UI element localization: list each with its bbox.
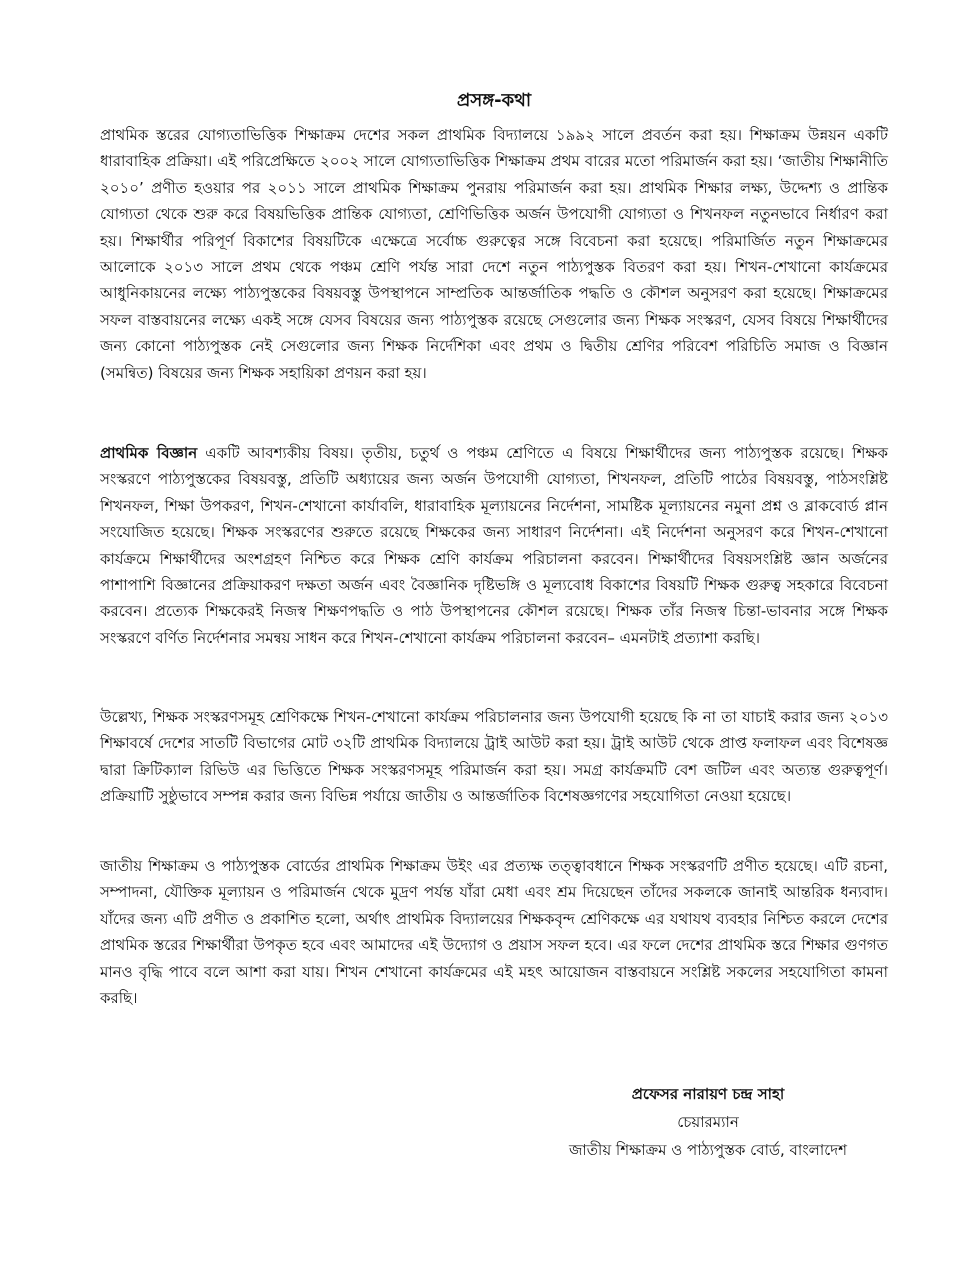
paragraph-intro: প্রাথমিক স্তরের যোগ্যতাভিত্তিক শিক্ষাক্রম দেশের সকল প্রাথমিক বিদ্যালয়ে ১৯৯২ সালে প্রবর্তন করা হয়। শিক্ষাক্রম উন্নয়ন একটি ধারাবাহিক প্রক্রিয়া। এই পরিপ্রেক্ষিতে ২০০২ সালে যোগ্যতাভিত্তিক শিক্ষাক্রম প্রথম বারের মতো পরিমার্জন করা হয়। ‘জাতীয় শিক্ষানীতি ২০১০’ প্রণীত হওয়ার পর ২০১১ সালে প্রাথমিক শিক্ষাক্রম পুনরায় পরিমার্জন করা হয়। প্রাথমিক শিক্ষার লক্ষ্য, উদ্দেশ্য ও প্রান্তিক যোগ্যতা থেকে শুরু করে বিষয়ভিত্তিক প্রান্তিক যোগ্যতা, শ্রেণিভিত্তিক অর্জন উপযোগী যোগ্যতা ও শিখনফল নতুনভাবে নির্ধারণ করা হয়। শিক্ষার্থীর পরিপূর্ণ বিকাশের বিষয়টিকে এক্ষেত্রে সর্বোচ্চ গুরুত্বের সঙ্গে বিবেচনা করা হয়েছে। পরিমার্জিত নতুন শিক্ষাক্রমের আলোকে ২০১৩ সালে প্রথম থেকে পঞ্চম শ্রেণি পর্যন্ত সারা দেশে নতুন পাঠ্যপুস্তক বিতরণ করা হয়। শিখন-শেখানো কার্যক্রমের আধুনিকায়নের লক্ষ্যে পাঠ্যপুস্তকের বিষয়বস্তু উপস্থাপনে সাম্প্রতিক আন্তর্জাতিক পদ্ধতি ও কৌশল অনুসরণ করা হয়েছে। শিক্ষাক্রমের সফল বাস্তবায়নের লক্ষ্যে একই সঙ্গে যেসব বিষয়ের জন্য পাঠ্যপুস্তক রয়েছে সেগুলোর জন্য শিক্ষক সংস্করণ, যেসব বিষয়ে শিক্ষার্থীদের জন্য কোনো পাঠ্যপুস্তক নেই সেগুলোর জন্য শিক্ষক নির্দেশিকা এবং প্রথম ও দ্বিতীয় শ্রেণির পরিবেশ পরিচিতি সমাজ ও বিজ্ঞান (সমন্বিত) বিষয়ের জন্য শিক্ষক সহায়িকা প্রণয়ন করা হয়। bbox=[100, 126, 888, 382]
page-title: প্রসঙ্গ-কথা bbox=[456, 90, 532, 111]
paragraph-science bbox=[100, 440, 888, 651]
signatory-name: প্রফেসর নারায়ণ চন্দ্র সাহা bbox=[631, 1085, 785, 1103]
signatory-organization: জাতীয় শিক্ষাক্রম ও পাঠ্যপুস্তক বোর্ড, বাংলাদেশ bbox=[569, 1141, 847, 1159]
paragraph-acknowledgement: জাতীয় শিক্ষাক্রম ও পাঠ্যপুস্তক বোর্ডের প্রাথমিক শিক্ষাক্রম উইং এর প্রত্যক্ষ তত্ত্বাবধানে শিক্ষক সংস্করণটি প্রণীত হয়েছে। এটি রচনা, সম্পাদনা, যৌক্তিক মূল্যায়ন ও পরিমার্জন থেকে মুদ্রণ পর্যন্ত যাঁরা মেধা এবং শ্রম দিয়েছেন তাঁদের সকলকে জানাই আন্তরিক ধন্যবাদ। যাঁদের জন্য এটি প্রণীত ও প্রকাশিত হলো, অর্থাৎ প্রাথমিক বিদ্যালয়ের শিক্ষকবৃন্দ শ্রেণিকক্ষে এর যথাযথ ব্যবহার নিশ্চিত করলে দেশের প্রাথমিক স্তরের শিক্ষার্থীরা উপকৃত হবে এবং আমাদের এই উদ্যোগ ও প্রয়াস সফল হবে। এর ফলে দেশের প্রাথমিক স্তরে শিক্ষার গুণগত মানও বৃদ্ধি পাবে বলে আশা করা যায়। শিখন শেখানো কার্যক্রমের এই মহৎ আয়োজন বাস্তবায়নে সংশ্লিষ্ট সকলের সহযোগিতা কামনা করছি। bbox=[100, 857, 888, 1008]
paragraph-lead-term: প্রাথমিক বিজ্ঞান bbox=[100, 444, 198, 462]
paragraph-tryout: উল্লেখ্য, শিক্ষক সংস্করণসমূহ শ্রেণিকক্ষে শিখন-শেখানো কার্যক্রম পরিচালনার জন্য উপযোগী হয়েছে কি না তা যাচাই করার জন্য ২০১৩ শিক্ষাবর্ষে দেশের সাতটি বিভাগের মোট ৩২টি প্রাথমিক বিদ্যালয়ে ট্রাই আউট করা হয়। ট্রাই আউট থেকে প্রাপ্ত ফলাফল এবং বিশেষজ্ঞ দ্বারা ক্রিটিক্যাল রিভিউ এর ভিত্তিতে শিক্ষক সংস্করণসমূহ পরিমার্জন করা হয়। সমগ্র কার্যক্রমটি বেশ জটিল এবং অত্যন্ত গুরুত্বপূর্ণ। প্রক্রিয়াটি সুষ্ঠুভাবে সম্পন্ন করার জন্য বিভিন্ন পর্যায়ে জাতীয় ও আন্তর্জাতিক বিশেষজ্ঞগণের সহযোগিতা নেওয়া হয়েছে। bbox=[100, 708, 888, 806]
signature-block bbox=[528, 1080, 888, 1164]
paragraph-science-text: একটি আবশ্যকীয় বিষয়। তৃতীয়, চতুর্থ ও পঞ্চম শ্রেণিতে এ বিষয়ে শিক্ষার্থীদের জন্য পাঠ্যপুস্তক রয়েছে। শিক্ষক সংস্করণে পাঠ্যপুস্তকের বিষয়বস্তু, প্রতিটি অধ্যায়ের জন্য অর্জন উপযোগী যোগ্যতা, শিখনফল, প্রতিটি পাঠের বিষয়বস্তু, পাঠসংশ্লিষ্ট শিখনফল, শিক্ষা উপকরণ, শিখন-শেখানো কার্যাবলি, ধারাবাহিক মূল্যায়নের নির্দেশনা, সামষ্টিক মূল্যায়নের নমুনা প্রশ্ন ও ব্লাকবোর্ড প্লান সংযোজিত হয়েছে। শিক্ষক সংস্করণের শুরুতে রয়েছে শিক্ষকের জন্য সাধারণ নির্দেশনা। এই নির্দেশনা অনুসরণ করে শিখন-শেখানো কার্যক্রমে শিক্ষার্থীদের অংশগ্রহণ নিশ্চিত করে শিক্ষক শ্রেণি কার্যক্রম পরিচালনা করবেন। শিক্ষার্থীদের বিষয়সংশ্লিষ্ট জ্ঞান অর্জনের পাশাপাশি বিজ্ঞানের প্রক্রিয়াকরণ দক্ষতা অর্জন এবং বৈজ্ঞানিক দৃষ্টিভঙ্গি ও মূল্যবোধ বিকাশের বিষয়টি শিক্ষক গুরুত্ব সহকারে বিবেচনা করবেন। প্রত্যেক শিক্ষকেরই নিজস্ব শিক্ষণপদ্ধতি ও পাঠ উপস্থাপনের কৌশল রয়েছে। শিক্ষক তাঁর নিজস্ব চিন্তা-ভাবনার সঙ্গে শিক্ষক সংস্করণে বর্ণিত নির্দেশনার সমন্বয় সাধন করে শিখন-শেখানো কার্যক্রম পরিচালনা করবেন– এমনটাই প্রত্যাশা করছি। bbox=[100, 444, 888, 647]
signatory-designation: চেয়ারম্যান bbox=[677, 1113, 739, 1131]
